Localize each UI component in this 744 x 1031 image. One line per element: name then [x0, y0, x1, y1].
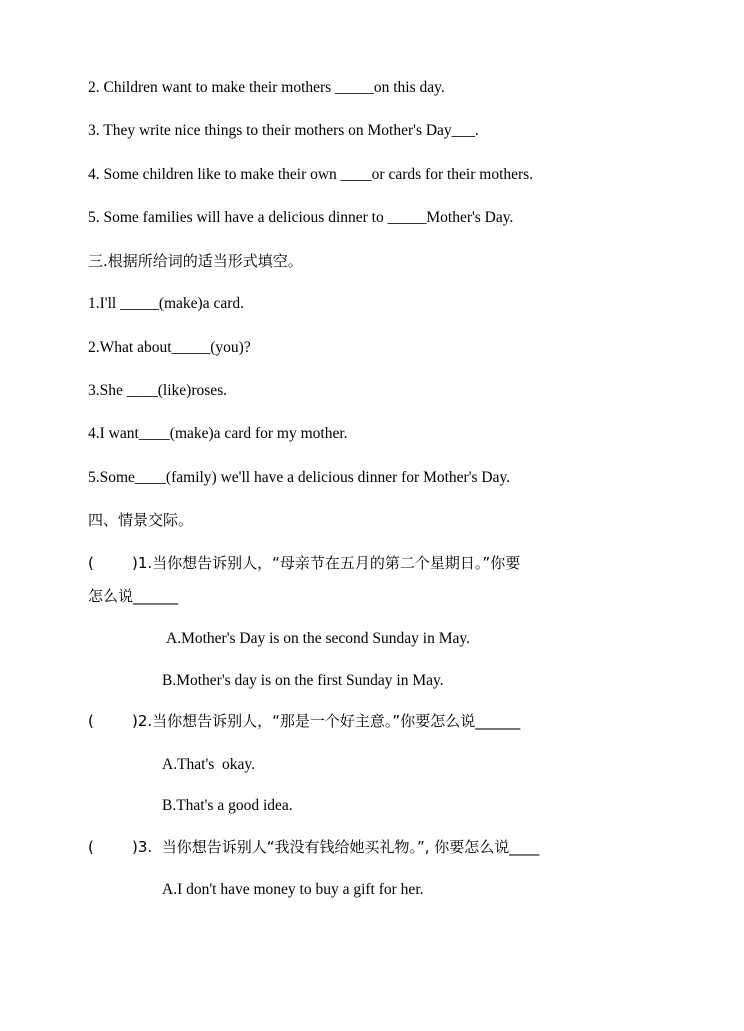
question-line: 5. Some families will have a delicious dinner to _____Mother's Day. — [88, 209, 514, 227]
question-line: 3. They write nice things to their mothers on Mother's Day___. — [88, 122, 479, 140]
question-line: 2.What about_____(you)? — [88, 338, 251, 356]
choice-option[interactable]: B.Mother's day is on the first Sunday in May. — [162, 671, 444, 689]
section-heading-four: 四、情景交际。 — [88, 511, 194, 530]
choice-option[interactable]: B.That's a good idea. — [162, 797, 293, 815]
question-line: 2. Children want to make their mothers _____on this day. — [88, 79, 445, 96]
section-heading-three: 三.根据所给词的适当形式填空。 — [88, 251, 303, 270]
question-line: 1.I'll _____(make)a card. — [88, 295, 245, 313]
question-line: 4.I want____(make)a card for my mother. — [88, 425, 348, 443]
question-stem-continued: 怎么说______ — [88, 586, 179, 605]
choice-option[interactable]: A.That's okay. — [162, 755, 256, 773]
question-line: 3.She ____(like)roses. — [88, 382, 228, 399]
choice-option[interactable]: A.Mother's Day is on the second Sunday in May. — [166, 630, 470, 648]
question-stem: ( )3. 当你想告诉别人“我没有钱给她买礼物。”, 你要怎么说____ — [88, 837, 540, 856]
question-line: 5.Some____(family) we'll have a delicious dinner for Mother's Day. — [88, 468, 511, 486]
question-stem: ( )2.当你想告诉别人，“那是一个好主意。”你要怎么说______ — [88, 712, 521, 731]
question-stem: ( )1.当你想告诉别人，“母亲节在五月的第二个星期日。”你要 — [88, 553, 521, 572]
question-line: 4. Some children like to make their own ____or cards for their mothers. — [88, 165, 534, 183]
question-block — [88, 554, 656, 606]
choice-option[interactable]: A.I don't have money to buy a gift for her. — [162, 881, 424, 899]
